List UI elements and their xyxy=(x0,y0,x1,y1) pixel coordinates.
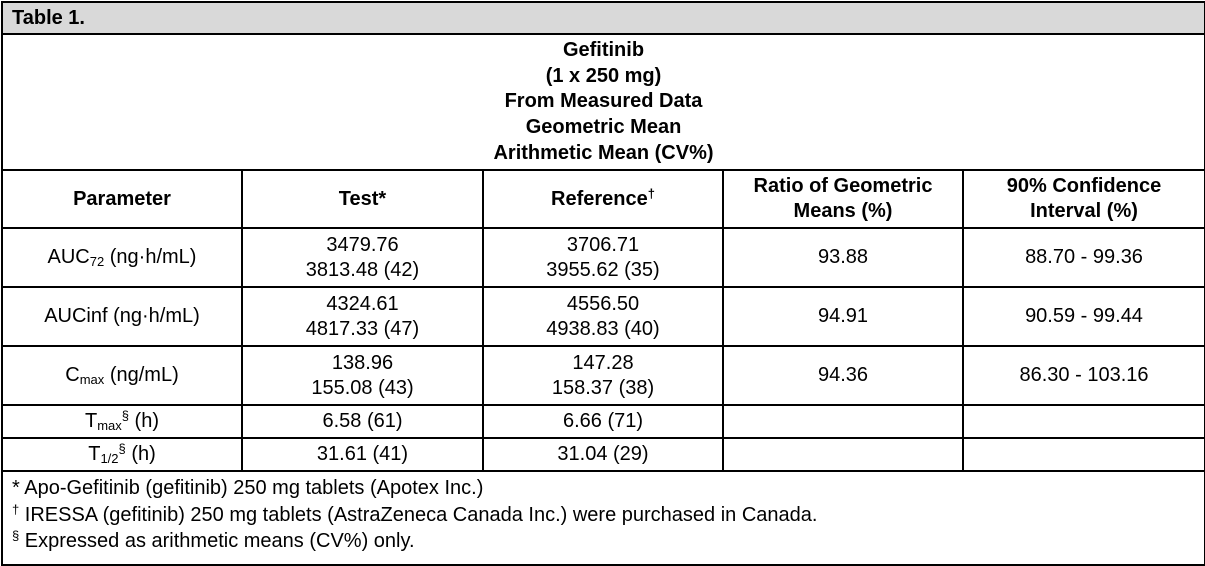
param-cell: AUCinf (ng·h/mL) xyxy=(3,287,242,346)
reference-cell: 3706.71 3955.62 (35) xyxy=(483,228,723,287)
col-reference-label: Reference xyxy=(551,187,648,210)
pk-table xyxy=(3,171,1204,472)
heading-dose: (1 x 250 mg) xyxy=(545,64,662,87)
table-row xyxy=(3,228,1204,287)
ratio-cell: 94.36 xyxy=(723,346,963,405)
heading-arithmetic-mean: Arithmetic Mean (CV%) xyxy=(493,141,714,164)
param-cell: $AUC_{72}$ (ng·h/mL) xyxy=(3,228,242,287)
col-ci-line2: Interval (%) xyxy=(1030,200,1138,222)
col-reference xyxy=(483,171,723,228)
table-row xyxy=(3,287,1204,346)
param-cell: $C_{max}$ (ng/mL) xyxy=(3,346,242,405)
col-ci xyxy=(963,171,1204,228)
ci-cell xyxy=(963,438,1204,471)
reference-cell: 4556.50 4938.83 (40) xyxy=(483,287,723,346)
ci-cell: 88.70 - 99.36 xyxy=(963,228,1204,287)
table-row xyxy=(3,405,1204,438)
footnote: * Apo-Gefitinib (gefitinib) 250 mg tablets (Apotex Inc.) xyxy=(12,477,484,499)
footnote: † IRESSA (gefitinib) 250 mg tablets (AstraZeneca Canada Inc.) were purchased in Canada. xyxy=(12,501,818,526)
col-ratio-line2: Means (%) xyxy=(793,200,893,222)
col-parameter: Parameter xyxy=(3,171,242,228)
heading-geometric-mean: Geometric Mean xyxy=(525,116,682,139)
table-heading xyxy=(3,35,1204,171)
test-cell: 4324.61 4817.33 (47) xyxy=(242,287,483,346)
dagger-mark: † xyxy=(647,185,655,201)
header-row xyxy=(3,171,1204,228)
ratio-cell: 94.91 xyxy=(723,287,963,346)
ci-cell: 90.59 - 99.44 xyxy=(963,287,1204,346)
table-frame xyxy=(1,1,1205,566)
ratio-cell: 93.88 xyxy=(723,228,963,287)
heading-source: From Measured Data xyxy=(504,90,703,113)
test-cell: 31.61 (41) xyxy=(242,438,483,471)
table-caption: Table 1. xyxy=(3,3,1204,35)
reference-cell: 31.04 (29) xyxy=(483,438,723,471)
col-ci-line1: 90% Confidence xyxy=(1006,175,1162,197)
ratio-cell xyxy=(723,438,963,471)
param-cell: $T_{max}^\S$ (h) xyxy=(3,405,242,438)
col-ratio xyxy=(723,171,963,228)
reference-cell: 6.66 (71) xyxy=(483,405,723,438)
test-cell: 3479.76 3813.48 (42) xyxy=(242,228,483,287)
reference-cell: 147.28 158.37 (38) xyxy=(483,346,723,405)
ci-cell xyxy=(963,405,1204,438)
table-row xyxy=(3,438,1204,471)
ratio-cell xyxy=(723,405,963,438)
param-cell: $T_{1/2}^\S$ (h) xyxy=(3,438,242,471)
col-ratio-line1: Ratio of Geometric xyxy=(753,175,933,197)
col-test: Test* xyxy=(242,171,483,228)
heading-drug: Gefitinib xyxy=(562,39,645,61)
table-row xyxy=(3,346,1204,405)
test-cell: 138.96 155.08 (43) xyxy=(242,346,483,405)
ci-cell: 86.30 - 103.16 xyxy=(963,346,1204,405)
footnote: § Expressed as arithmetic means (CV%) only. xyxy=(12,528,415,552)
test-cell: 6.58 (61) xyxy=(242,405,483,438)
footnotes xyxy=(3,472,1204,555)
